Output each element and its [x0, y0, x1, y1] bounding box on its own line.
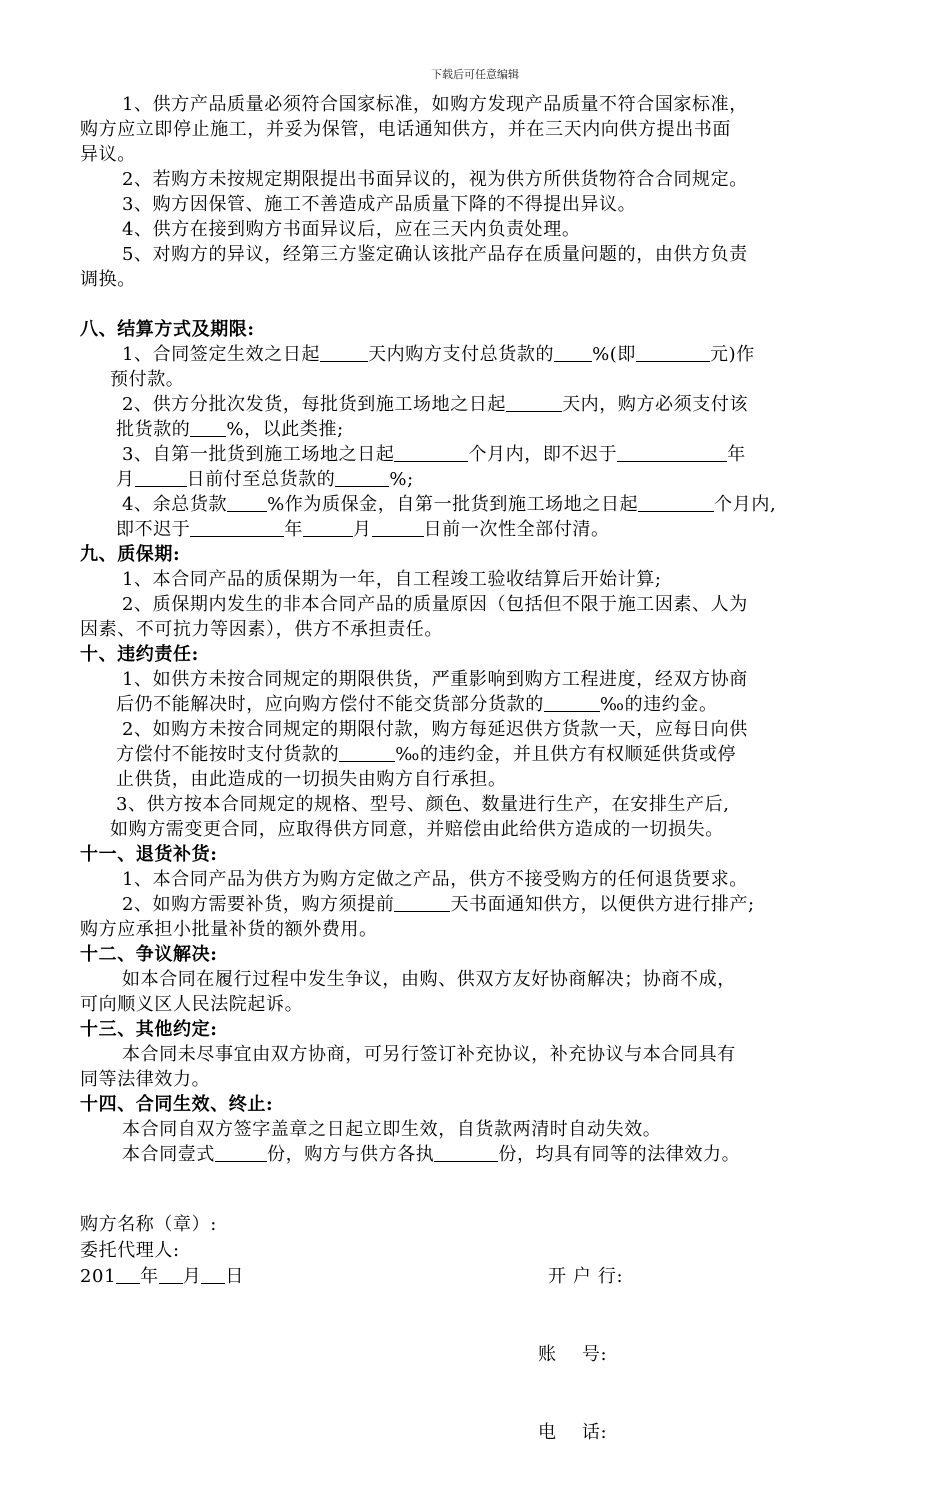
blank-field	[227, 493, 267, 512]
blank-field	[116, 1265, 140, 1284]
blank-field	[201, 1265, 225, 1284]
blank-field	[159, 1265, 183, 1284]
contract-body	[80, 92, 880, 1167]
warranty-clause-2-line-2: 因素、不可抗力等因素），供方不承担责任。	[80, 619, 443, 640]
blank-field	[339, 743, 395, 762]
breach-clause-2-line-2: 方偿付不能按时支付货款的 ‰的违约金，并且供方有权顺延供货或停	[116, 744, 737, 765]
phone-label: 电 话:	[538, 1422, 608, 1443]
blank-field	[320, 343, 368, 362]
breach-clause-1-line-2: 后仍不能解决时，应向购方偿付不能交货部分货款的 ‰的违约金。	[116, 694, 718, 715]
account-label: 账 号:	[538, 1344, 608, 1365]
blank-field	[190, 518, 284, 537]
blank-field	[617, 443, 727, 462]
blank-field	[215, 1143, 267, 1162]
other-clause-line-2: 同等法律效力。	[80, 1069, 211, 1090]
section-13-heading: 十三、其他约定:	[80, 1019, 218, 1040]
return-clause-2-line-2: 购方应承担小批量补货的额外费用。	[80, 919, 378, 940]
section-8-heading: 八、结算方式及期限:	[80, 319, 255, 340]
quality-clause-1-line-3: 异议。	[80, 144, 136, 165]
dispute-clause-line-1: 如本合同在履行过程中发生争议，由购、供双方友好协商解决；协商不成，	[122, 969, 736, 990]
payment-clause-1-line-2: 预付款。	[110, 369, 185, 390]
warranty-clause-2-line-1: 2、质保期内发生的非本合同产品的质量原因（包括但不限于施工因素、人为	[122, 594, 748, 615]
payment-clause-2-line-2: 批货款的 %，以此类推;	[116, 419, 344, 440]
payment-clause-1-line-1: 1、合同签定生效之日起 天内购方支付总货款的 %(即 元)作	[122, 344, 755, 365]
breach-clause-1-line-1: 1、如供方未按合同规定的期限供货，严重影响到购方工程进度，经双方协商	[122, 669, 748, 690]
blank-field	[554, 343, 592, 362]
blank-field	[506, 393, 562, 412]
effect-clause-line-2: 本合同壹式 份，购方与供方各执 份，均具有同等的法律效力。	[122, 1144, 741, 1165]
quality-clause-3: 3、购方因保管、施工不善造成产品质量下降的不得提出异议。	[122, 194, 637, 215]
breach-clause-3-line-1: 3、供方按本合同规定的规格、型号、颜色、数量进行生产，在安排生产后,	[116, 794, 730, 815]
blank-field	[394, 893, 450, 912]
other-clause-line-1: 本合同未尽事宜由双方协商，可另行签订补充协议，补充协议与本合同具有	[122, 1044, 736, 1065]
quality-clause-1-line-2: 购方应立即停止施工，并妥为保管，电话通知供方，并在三天内向供方提出书面	[80, 119, 731, 140]
breach-clause-2-line-3: 止供货，由此造成的一切损失由购方自行承担。	[116, 769, 507, 790]
section-9-heading: 九、质保期:	[80, 544, 181, 565]
quality-clause-5-line-2: 调换。	[80, 269, 136, 290]
section-11-heading: 十一、退货补货:	[80, 844, 218, 865]
blank-field	[303, 518, 353, 537]
return-clause-2-line-1: 2、如购方需要补货，购方须提前 天书面通知供方，以便供方进行排产;	[122, 894, 755, 915]
breach-clause-2-line-1: 2、如购方未按合同规定的期限付款，购方每延迟供方货款一天，应每日向供	[122, 719, 748, 740]
blank-field	[135, 468, 187, 487]
blank-field	[372, 518, 424, 537]
warranty-clause-1: 1、本合同产品的质保期为一年，自工程竣工验收结算后开始计算;	[122, 569, 662, 590]
section-14-heading: 十四、合同生效、终止:	[80, 1094, 274, 1115]
blank-field	[544, 693, 600, 712]
bank-info-block	[538, 1212, 623, 1498]
payment-clause-4-line-1: 4、余总货款 %作为质保金，自第一批货到施工场地之日起 个月内,	[122, 494, 777, 515]
sign-date: 201 年 月 日	[80, 1266, 244, 1287]
blank-field	[394, 443, 468, 462]
blank-field	[190, 418, 226, 437]
quality-clause-5-line-1: 5、对购方的异议，经第三方鉴定确认该批产品存在质量问题的，由供方负责	[122, 244, 748, 265]
effect-clause-line-1: 本合同自双方签字盖章之日起立即生效，自货款两清时自动失效。	[122, 1119, 662, 1140]
page-header: 下载后可任意编辑	[431, 68, 519, 81]
blank-field	[434, 1143, 498, 1162]
buyer-name-label: 购方名称（章）:	[80, 1214, 217, 1235]
breach-clause-3-line-2: 如购方需变更合同，应取得供方同意，并赔偿由此给供方造成的一切损失。	[110, 819, 724, 840]
buyer-signature-block	[80, 1212, 244, 1290]
blank-field	[638, 493, 714, 512]
blank-field	[335, 468, 389, 487]
quality-clause-4: 4、供方在接到购方书面异议后，应在三天内负责处理。	[122, 219, 581, 240]
section-10-heading: 十、违约责任:	[80, 644, 199, 665]
payment-clause-3-line-1: 3、自第一批货到施工场地之日起 个月内，即不迟于 年	[122, 444, 746, 465]
dispute-clause-line-2: 可向顺义区人民法院起诉。	[80, 994, 304, 1015]
return-clause-1: 1、本合同产品为供方为购方定做之产品，供方不接受购方的任何退货要求。	[122, 869, 748, 890]
payment-clause-2-line-1: 2、供方分批次发货，每批货到施工场地之日起 天内，购方必须支付该	[122, 394, 749, 415]
blank-field	[636, 343, 710, 362]
payment-clause-4-line-2: 即不迟于 年 月 日前一次性全部付清。	[116, 519, 610, 540]
section-12-heading: 十二、争议解决:	[80, 944, 218, 965]
payment-clause-3-line-2: 月 日前付至总货款的 %;	[116, 469, 414, 490]
quality-clause-2: 2、若购方未按规定期限提出书面异议的，视为供方所供货物符合合同规定。	[122, 169, 748, 190]
quality-clause-1-line-1: 1、供方产品质量必须符合国家标准，如购方发现产品质量不符合国家标准，	[122, 94, 748, 115]
agent-label: 委托代理人:	[80, 1240, 180, 1261]
bank-label: 开 户 行:	[548, 1266, 624, 1287]
